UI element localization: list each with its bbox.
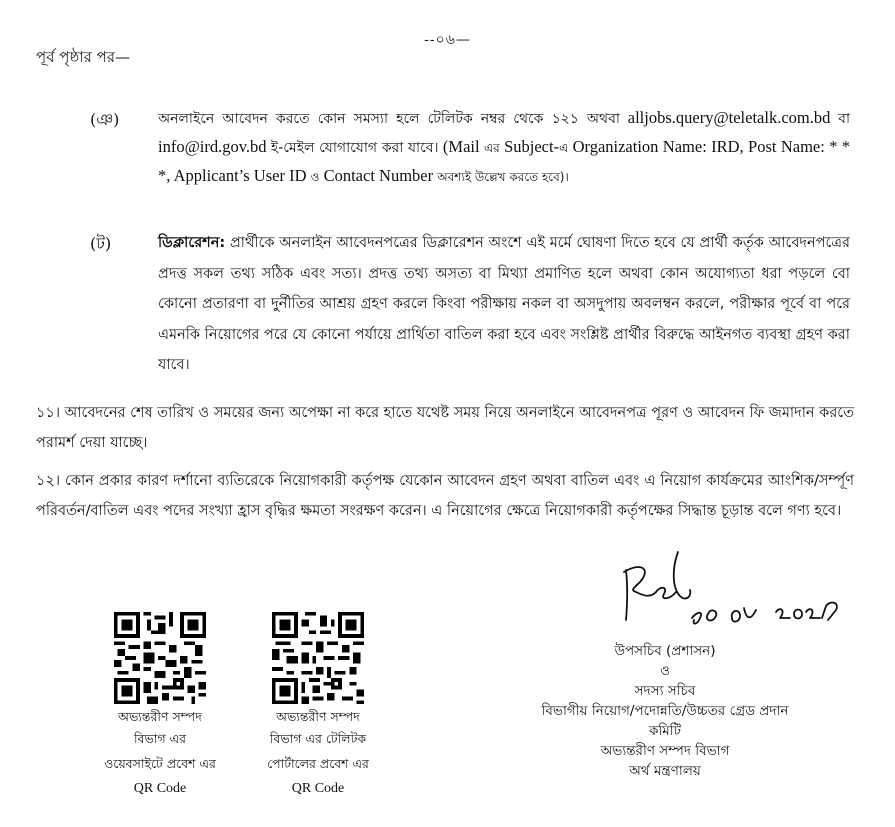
qr-caption-line: অভ্যন্তরীণ সম্পদ [276,709,360,724]
committee-label: কমিটি [648,723,682,739]
closing-text: অবশ্যই উল্লেখ করতে হবে)। [437,170,569,184]
and-text: ও [310,170,320,184]
item-body [158,228,850,381]
qr-caption-line: পোর্টালের প্রবেশ এর [267,756,369,771]
item-marker: (ট) [90,234,112,253]
qr-caption-line: অভ্যন্তরীণ সম্পদ [118,709,202,724]
item-body [158,104,850,191]
committee-name: বিভাগীয় নিয়োগ/পদোন্নতি/উচ্চতর গ্রেড প্রদান [541,703,789,719]
qr-caption [243,708,393,801]
qr-caption [85,708,235,801]
item-marker: (ঞ) [90,110,120,129]
subject-suffix: এ [559,141,569,155]
ministry-name: অর্থ মন্ত্রণালয় [629,763,701,779]
contact-text: অনলাইনে আবেদন করতে কোন সমস্যা হলে টেলিটক নম্বর থেকে ১২১ অথবা [158,111,620,127]
qr-caption-line: QR Code [133,781,187,796]
declaration-heading: ডিক্লারেশন: [158,235,226,251]
email-suffix: ই-মেইল যোগাযোগ করা যাবে। [270,140,439,156]
page-number: --০৬— [424,32,471,48]
division-name: অভ্যন্তরীণ সম্পদ বিভাগ [600,743,730,759]
qr-code-icon[interactable] [272,612,364,704]
applicant-text: Applicant’s User ID [173,166,307,185]
qr-caption-line: বিভাগ এর [133,731,187,746]
signature-icon [600,548,840,628]
qr-caption-line: QR Code [291,781,345,796]
or-text: বা [838,111,851,127]
item-nio [90,104,850,191]
subject-text: Subject- [504,137,560,156]
email-link-teletalk[interactable]: alljobs.query@teletalk.com.bd [627,108,831,127]
declaration-text: প্রার্থীকে অনলাইন আবেদনপত্রের ডিক্লারেশন অংশে এই মর্মে ঘোষণা দিতে হবে যে প্রার্থী কর্তৃক আবেদনপত্রের প্রদত্ত সকল তথ্য সঠিক এবং সত্য। প্রদত্ত তথ্য অসত্য বা মিথ্যা প্রমাণিত হলে অথবা কোন অযোগ্যতা ধরা পড়লে বো কোনো প্রতারণা বা দুর্নীতির আশ্রয় গ্রহণ করলে কিংবা পরীক্ষায় নকল বা অসদুপায় অবলম্বন করলে, পরীক্ষার পূর্বে বা পরে এমনকি নিয়োগের পরে যে কোনো পর্যায়ে প্রার্থিতা বাতিল করা হবে এবং সংশ্লিষ্ট প্রার্থীর বিরুদ্ধে আইনগত ব্যবস্থা গ্রহণ করা যাবে। [158,235,850,373]
signatory-block [500,641,830,781]
signatory-and: ও [660,663,670,679]
continued-label: পূর্ব পৃষ্ঠার পর— [36,48,131,66]
qr-block-website [85,612,235,801]
paragraph-12: ১২। কোন প্রকার কারণ দর্শানো ব্যতিরেকে নিয়োগকারী কর্তৃপক্ষ যেকোন আবেদন গ্রহণ অথবা বাতিল এবং এ নিয়োগ কার্যক্রমের আংশিক/সর্ম্পূণ পরিবর্তন/বাতিল এবং পদের সংখ্যা হ্রাস বৃদ্ধির ক্ষমতা সংরক্ষণ করেন। এ নিয়োগের ক্ষেত্রে নিয়োগকারী কর্তৃপক্ষের সিদ্ধান্ত চূড়ান্ত বলে গণ্য হবে। [36,473,854,519]
signatory-designation: উপসচিব (প্রশাসন) [614,643,716,659]
signatory-role: সদস্য সচিব [634,683,696,699]
qr-block-teletalk [243,612,393,801]
email-link-ird[interactable]: info@ird.gov.bd [158,137,267,156]
contact-number-text: Contact Number [323,166,434,185]
qr-code-icon[interactable] [114,612,206,704]
paragraph-11: ১১। আবেদনের শেষ তারিখ ও সময়ের জন্য অপেক্ষা না করে হাতে যথেষ্ট সময় নিয়ে অনলাইনে আবেদনপত্র পূরণ ও আবেদন ফি জমাদান করতে পরামর্শ দেয়া যাচ্ছে। [36,405,854,451]
qr-caption-line: বিভাগ এর টেলিটক [269,731,367,746]
mail-prefix: (Mail [442,137,480,156]
item-to [90,228,850,381]
er-text: এর [483,141,500,155]
org-text: Organization Name: IRD, Post Name: * * *, [158,137,851,185]
qr-caption-line: ওয়েবসাইটে প্রবেশ এর [104,756,216,771]
